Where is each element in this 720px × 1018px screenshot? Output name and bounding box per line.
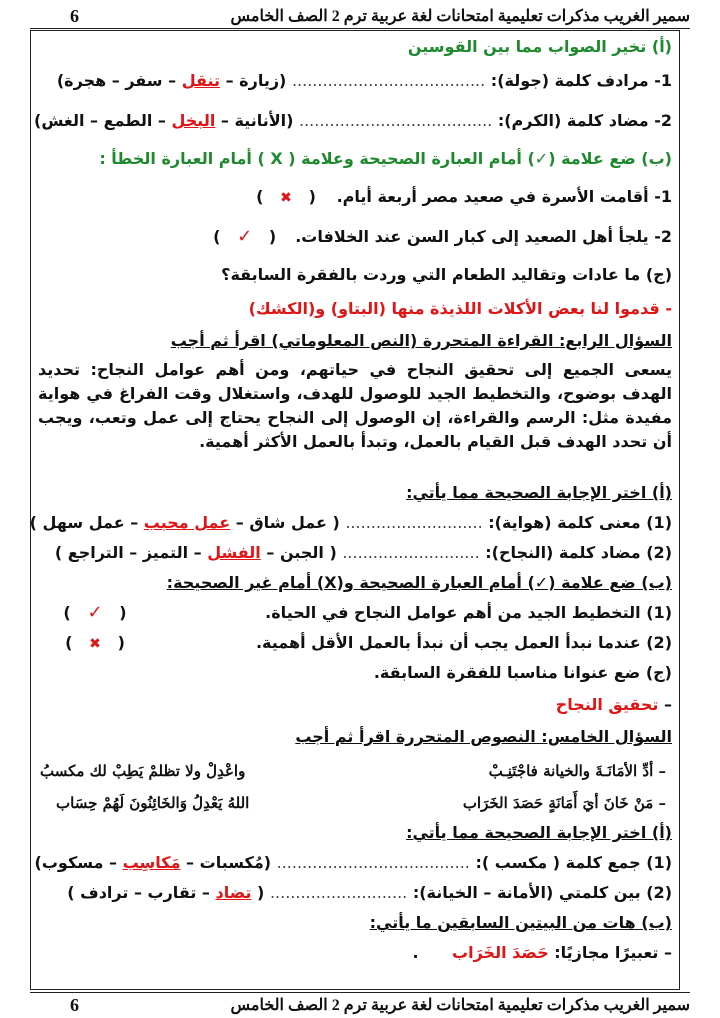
part3-a-heading: (أ) اختر الإجابة الصحيحة مما يأتي: (406, 823, 672, 842)
part1-c-question: (ج) ما عادات وتقاليد الطعام التي وردت بالفقرة السابقة؟ (221, 265, 672, 284)
part1-c-answer: - قدموا لنا بعض الأكلات اللذيذة منها (البتاو) و(الكشك) (248, 299, 672, 318)
check-icon: ✓ (237, 226, 253, 247)
answer: البخل (171, 111, 216, 130)
part1-a-heading: (أ) تخير الصواب مما بين القوسين (407, 37, 672, 56)
answer-mark: ( ✖ ) (256, 187, 316, 206)
page-header (30, 4, 690, 29)
answer: الفشل (207, 543, 261, 562)
part1-s2: 2- يلجأ أهل الصعيد إلى كبار السن عند الخلافات. ( ✓ ) (36, 224, 672, 250)
part1-b-heading: (ب) ضع علامة (✓) أمام العبارة الصحيحة وعلامة ( X ) أمام العبارة الخطأ : (99, 149, 672, 168)
part2-a-heading: (أ) اختر الإجابة الصحيحة مما يأتي: (406, 483, 672, 502)
footer-title: سمير الغريب مذكرات تعليمية امتحانات لغة عربية ترم 2 الصف الخامس (230, 997, 690, 1014)
cross-icon: ✖ (89, 636, 101, 652)
answer: مَكاسِب (122, 853, 181, 872)
part2-heading: السؤال الرابع: القراءة المتحررة (النص المعلوماتي) اقرأ ثم أجب (170, 331, 672, 350)
part3-q2: (2) بين كلمتي (الأمانة – الخيانة): ........................... ( تضاد – تقارب – ترادف ) (67, 883, 672, 902)
check-icon: ✓ (87, 602, 103, 623)
answer: تضاد (215, 883, 252, 902)
page-number: 6 (70, 994, 79, 1015)
answer-mark: ( ✓ ) (63, 602, 127, 623)
part2-b-heading: (ب) ضع علامة (✓) أمام العبارة الصحيحة و(X) أمام غير الصحيحة: (166, 573, 672, 592)
verse2-right: – مَنْ خَانَ أيَ أَمَانَةٍ حَصَدَ الخَرَاب (462, 794, 666, 812)
answer: عمل محبب (143, 513, 231, 532)
worksheet-content (29, 32, 672, 984)
part3-b-heading: (ب) هات من البيتين السابقين ما يأتي: (369, 913, 672, 932)
header-title: سمير الغريب مذكرات تعليمية امتحانات لغة عربية ترم 2 الصف الخامس (230, 8, 690, 25)
part1-q1: 1- مرادف كلمة (جولة): ...................................... (زيارة – تنقل – سفر – هجرة) (56, 71, 672, 90)
page-footer (30, 992, 690, 1017)
part3-heading: السؤال الخامس: النصوص المتحررة اقرأ ثم أجب (295, 727, 672, 746)
part2-s1: (1) التخطيط الجيد من أهم عوامل النجاح في الحياة. ( ✓ ) (36, 600, 672, 626)
verse1-right: – أدِّ الأمَانَـةَ والخيانة فاجْتَنِـبْ (488, 762, 666, 780)
part2-q2: (2) مضاد كلمة (النجاح): ........................... ( الجبن – الفشل – التميز – التراجع ) (54, 543, 672, 562)
answer-mark: ( ✖ ) (65, 633, 125, 652)
part2-q1: (1) معنى كلمة (هواية): ........................... ( عمل شاق – عمل محبب – عمل سهل ) (29, 513, 672, 532)
answer: تنقل (181, 71, 221, 90)
part1-q2: 2- مضاد كلمة (الكرم): ...................................... (الأنانية – البخل – الطمع – الغش) (34, 111, 672, 130)
part2-c-answer: – تحقيق النجاح (555, 695, 672, 714)
page-number: 6 (70, 5, 79, 26)
part2-passage: يسعى الجميع إلى تحقيق النجاح في حياتهم، ومن أهم عوامل النجاح: تحديد الهدف بوضوح، والتخطيط الجيد للوصول للهدف، واستغلال وقت الفراغ في هواية مفيدة مثل: الرسم والقراءة، إن الوصول إلى النجاح يحتاج إلى عمل وتعب، ويجب أن تحدد الهدف قبل القيام بالعمل، وتبدأ بالعمل الأكثر أهمية. (38, 360, 672, 451)
verse1-left: واعْدِلْ ولا تظلمْ يَطِبْ لك مكسبُ (40, 762, 246, 780)
cross-icon: ✖ (280, 190, 292, 206)
part2-s2: (2) عندما نبدأ العمل يجب أن نبدأ بالعمل الأقل أهمية. ( ✖ ) (36, 630, 672, 656)
part1-s1: 1- أقامت الأسرة في صعيد مصر أربعة أيام. ( ✖ ) (36, 184, 672, 210)
part3-b-item: – تعبيرًا مجازيًا: حَصَدَ الخَرَاب . (412, 943, 672, 962)
part2-c-question: (ج) ضع عنوانا مناسبا للفقرة السابقة. (373, 663, 672, 682)
part3-q1: (1) جمع كلمة ( مكسب ): ...................................... (مُكسبات – مَكاسِب – مسكوب) (34, 853, 672, 872)
answer-mark: ( ✓ ) (213, 226, 277, 247)
verse2-left: اللهُ يَعْدِلُ وَالخَائِنُونَ لَهُمْ حِسَاب (56, 794, 250, 812)
